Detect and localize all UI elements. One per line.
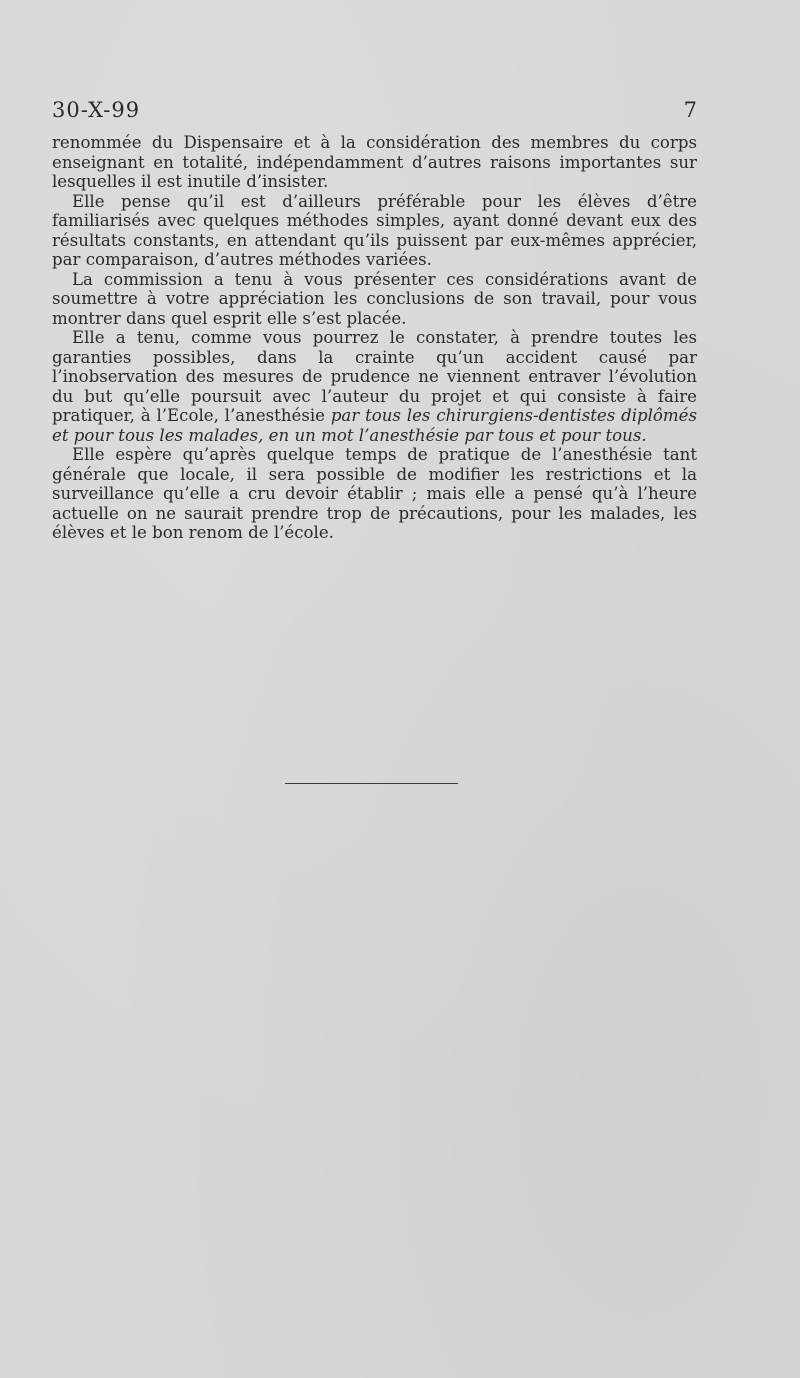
- paragraph-4-text: Elle a tenu, comme vous pourrez le constater, à prendre toutes les garanties possibles, dans la crainte qu’un accident causé par l’inobservation des mesures de prudence ne viennent entraver l’évolution du but qu’elle poursuit avec l’auteur du projet et qui consiste à faire pratiquer, à l’Ecole, l’anesthésie: [52, 328, 697, 425]
- body-text: [52, 133, 697, 543]
- page-header: [52, 98, 696, 126]
- paragraph-5: Elle espère qu’après quelque temps de pratique de l’anesthésie tant générale que locale, il sera possible de modifier les restrictions et la surveillance qu’elle a cru devoir établir ; mais elle a pensé qu’à l’heure actuelle on ne saurait prendre trop de précautions, pour les malades, les élèves et le bon renom de l’école.: [52, 445, 697, 542]
- paragraph-4-italic: par tous les chirurgiens-dentistes diplômés et pour tous les malades, en un mot l’anesthésie par tous et pour tous.: [52, 406, 697, 445]
- header-date: 30-X-99: [52, 98, 141, 122]
- paragraph-3: La commission a tenu à vous présenter ces considérations avant de soumettre à votre appréciation les conclusions de son travail, pour vous montrer dans quel esprit elle s’est placée.: [52, 269, 697, 328]
- paragraph-4: [52, 328, 697, 445]
- separator-rule: [285, 783, 458, 784]
- paragraph-2: Elle pense qu’il est d’ailleurs préférable pour les élèves d’être familiarisés avec quelques méthodes simples, ayant donné devant eux des résultats constants, en attendant qu’ils puissent par eux-mêmes apprécier, par comparaison, d’autres méthodes variées.: [52, 191, 697, 269]
- page-number: 7: [683, 98, 698, 122]
- paragraph-1: renommée du Dispensaire et à la considération des membres du corps enseignant en totalité, indépendamment d’autres raisons importantes sur lesquelles il est inutile d’insister.: [52, 133, 697, 191]
